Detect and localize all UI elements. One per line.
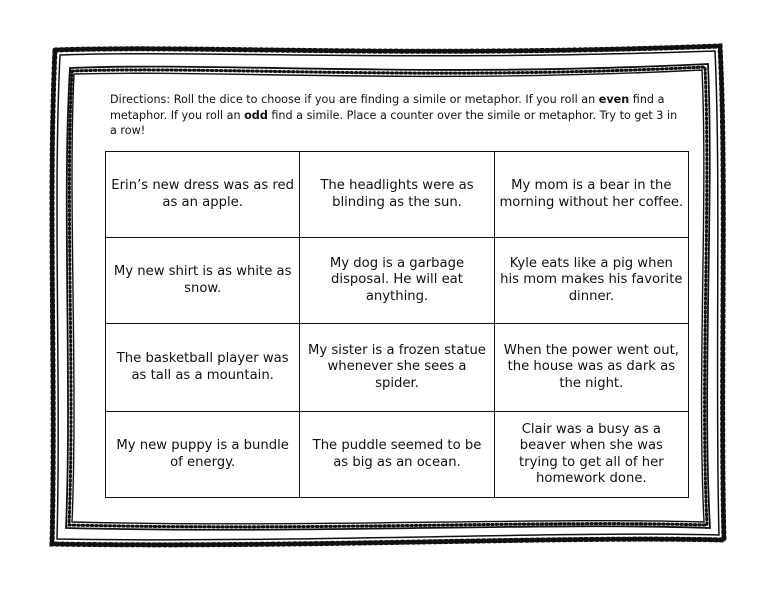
grid-row	[106, 412, 689, 498]
directions-part1: Directions: Roll the dice to choose if you are finding a simile or metaphor. If you roll an	[110, 93, 599, 106]
grid-cell[interactable]: When the power went out, the house was as dark as the night.	[494, 324, 688, 412]
grid-cell[interactable]: My sister is a frozen statue whenever she sees a spider.	[300, 324, 494, 412]
grid-cell[interactable]: Clair was a busy as a beaver when she was trying to get all of her homework done.	[494, 412, 688, 498]
grid-cell[interactable]: My new puppy is a bundle of energy.	[106, 412, 300, 498]
grid-cell[interactable]: The basketball player was as tall as a mountain.	[106, 324, 300, 412]
grid-row	[106, 238, 689, 324]
grid-row	[106, 324, 689, 412]
simile-metaphor-grid	[105, 151, 689, 498]
directions-part3: find a simile. Place a counter over the simile or metaphor. Try to get 3 in a row!	[110, 108, 678, 137]
grid-cell[interactable]: Kyle eats like a pig when his mom makes his favorite dinner.	[494, 238, 688, 324]
directions-text	[110, 92, 682, 139]
grid-cell[interactable]: The headlights were as blinding as the sun.	[300, 152, 494, 238]
grid-cell[interactable]: The puddle seemed to be as big as an ocean.	[300, 412, 494, 498]
odd-keyword: odd	[244, 108, 268, 122]
even-keyword: even	[598, 93, 630, 106]
grid-cell[interactable]: My dog is a garbage disposal. He will eat anything.	[300, 238, 494, 324]
grid-cell[interactable]: Erin’s new dress was as red as an apple.	[106, 152, 300, 238]
grid-cell[interactable]: My mom is a bear in the morning without her coffee.	[494, 152, 688, 238]
grid-row	[106, 152, 689, 238]
grid-cell[interactable]: My new shirt is as white as snow.	[106, 238, 300, 324]
directions-part2: find a metaphor. If you roll an	[110, 93, 665, 122]
